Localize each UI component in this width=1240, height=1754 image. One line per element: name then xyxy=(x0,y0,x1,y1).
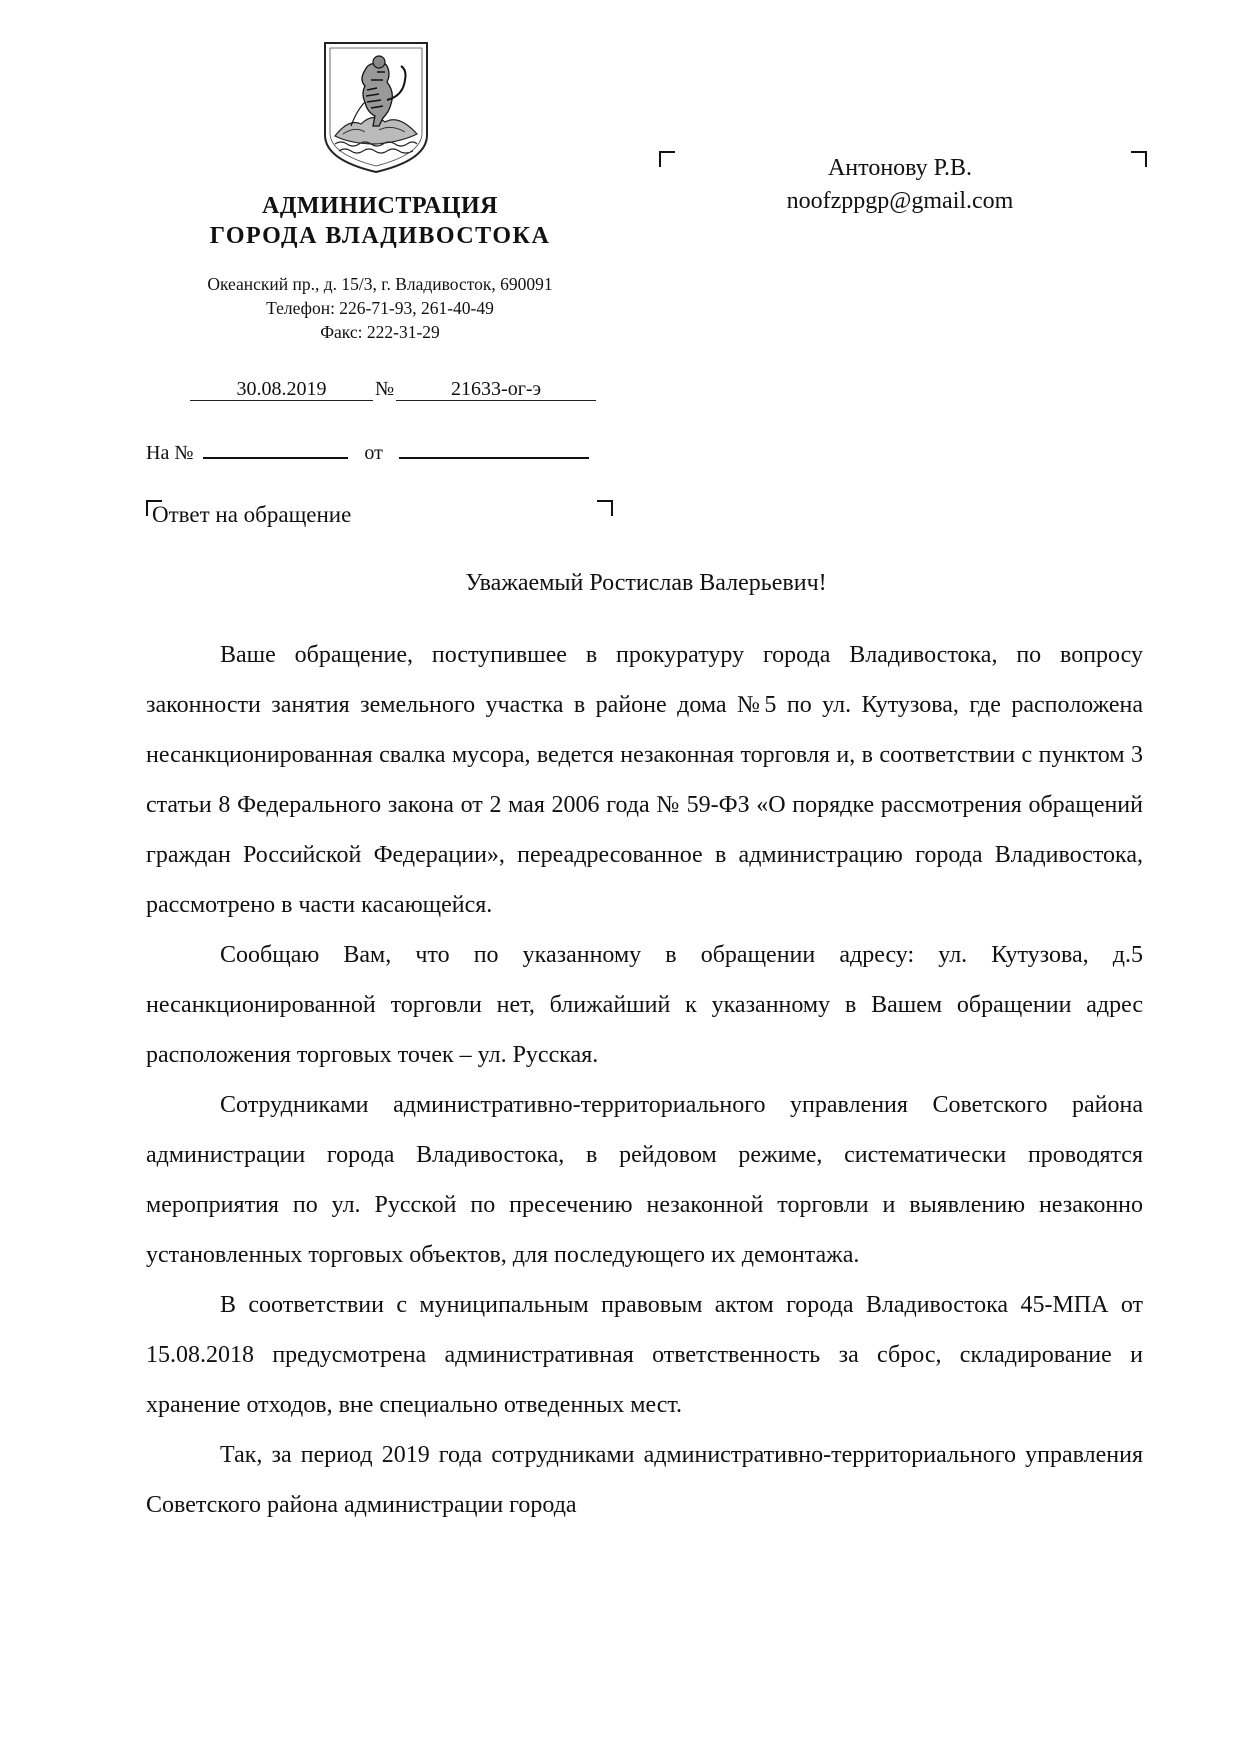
reference-number-label: На № xyxy=(146,442,194,464)
salutation: Уважаемый Ростислав Валерьевич! xyxy=(465,570,827,596)
letter-subject: Ответ на обращение xyxy=(152,502,352,527)
reference-number-blank xyxy=(203,437,348,459)
addressee-corner-top-left xyxy=(659,151,675,167)
addressee-name: Антонову Р.В. xyxy=(827,155,973,181)
body-paragraph: Ваше обращение, поступившее в прокуратуру города Владивостока, по вопросу законности занятия земельного участка в районе дома №5 по ул. Кутузова, где расположена несанкционированная свалка мусора, ведется незаконная торговля и, в соответствии с пунктом 3 статьи 8 Федерального закона от 2 мая 2006 года № 59-ФЗ «О порядке рассмотрения обращений граждан Российской Федерации», переадресованное в администрацию города Владивостока, рассмотрено в части касающейся. xyxy=(146,642,1143,918)
registration-number-sign: № xyxy=(375,378,395,400)
org-phone: Телефон: 226-71-93, 261-40-49 xyxy=(266,298,494,318)
reference-date-label: от xyxy=(364,442,383,464)
org-name-line2: ГОРОДА ВЛАДИВОСТОКА xyxy=(209,223,551,249)
addressee-corner-top-right xyxy=(1131,151,1147,167)
registration-line xyxy=(190,378,596,401)
reference-date-blank xyxy=(399,437,589,459)
org-address: Океанский пр., д. 15/3, г. Владивосток, 690091 xyxy=(207,274,553,294)
body-paragraph: Сотрудниками административно-территориального управления Советского района администрации города Владивостока, в рейдовом режиме, систематически проводятся мероприятия по ул. Русской по пресечению незаконной торговли и выявлению незаконно установленных торговых объектов, для последующего их демонтажа. xyxy=(146,1092,1143,1268)
org-name-line1: АДМИНИСТРАЦИЯ xyxy=(262,193,498,219)
registration-date: 30.08.2019 xyxy=(190,378,373,401)
registration-number: 21633-ог-э xyxy=(396,378,596,401)
body-paragraph: Сообщаю Вам, что по указанному в обращении адресу: ул. Кутузова, д.5 несанкционированной торговли нет, ближайший к указанному в Вашем обращении адрес расположения торговых точек – ул. Русская. xyxy=(146,942,1143,1068)
subject-corner-top-right xyxy=(597,500,613,516)
coat-of-arms-emblem xyxy=(321,40,431,175)
body-paragraph: Так, за период 2019 года сотрудниками административно-территориального управления Советского района администрации города xyxy=(146,1442,1143,1518)
reference-line xyxy=(146,437,589,465)
letter-body xyxy=(146,630,1143,1530)
org-fax: Факс: 222-31-29 xyxy=(320,322,440,342)
addressee-email: noofzppgp@gmail.com xyxy=(786,188,1014,214)
body-paragraph: В соответствии с муниципальным правовым актом города Владивостока 45-МПА от 15.08.2018 предусмотрена административная ответственность за сброс, складирование и хранение отходов, вне специально отведенных мест. xyxy=(146,1292,1143,1418)
